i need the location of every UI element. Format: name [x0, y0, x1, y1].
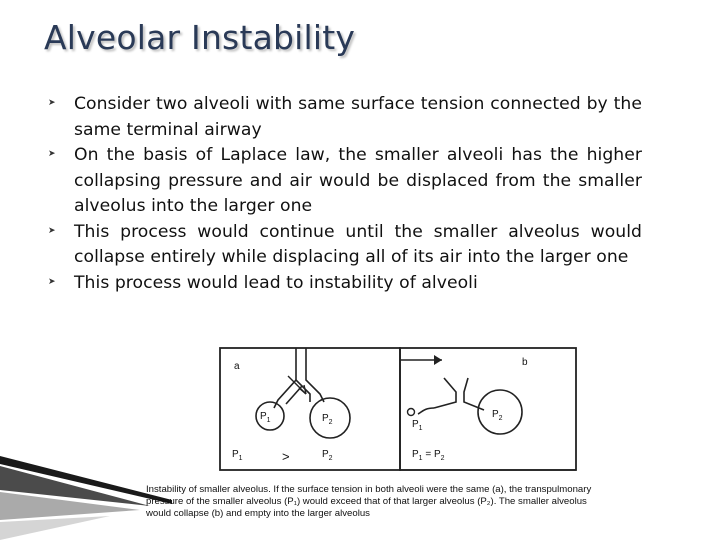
bullet-text-2: On the basis of Laplace law, the smaller alveoli has the higher collapsing pressure and air would be displaced from the smaller alveolus into the larger one [74, 145, 642, 216]
panel-a-small-pressure: $P_1$ [260, 411, 271, 424]
bullet-item-1 [48, 92, 642, 143]
panel-a-label: a [234, 361, 240, 372]
bullet-arrow-icon: ➤ [48, 276, 56, 287]
bullet-text-3: This process would continue until the smaller alveolus would collapse entirely while displacing all of its air into the larger one [74, 221, 642, 267]
bullet-item-2 [48, 143, 642, 220]
bullet-text-1: Consider two alveoli with same surface tension connected by the same terminal airway [74, 94, 642, 140]
slide-title: Alveolar Instability [44, 18, 356, 57]
bullet-list [48, 92, 642, 296]
panel-a-relation-left: $P_1$ [232, 449, 243, 462]
panel-b-label: b [522, 357, 528, 368]
panel-b-small-pressure: $P_1$ [412, 419, 423, 432]
panel-a-frame [220, 348, 400, 470]
bullet-arrow-icon: ➤ [48, 98, 56, 108]
panel-a-large-pressure: $P_2$ [322, 413, 333, 426]
bullet-arrow-icon: ➤ [48, 149, 56, 159]
panel-b-large-pressure: $P_2$ [492, 409, 503, 422]
collapsed-alveolus-b [408, 409, 415, 416]
bullet-text-4: This process would lead to instability of alveoli [74, 272, 478, 293]
figure-caption: Instability of smaller alveolus. If the surface tension in both alveoli were the same (a), the transpulmonary pressure of the smaller alveolus (P₁) would exceed that of that larger alveolus (P₂). The smaller alveolus would collapse (b) and empty into the larger alveolus [146, 484, 592, 519]
bullet-arrow-icon: ➤ [48, 225, 56, 236]
panel-a-relation-op: > [282, 449, 290, 464]
panel-a-relation-right: $P_2$ [322, 449, 333, 462]
alveoli-figure [138, 336, 622, 540]
bullet-item-4 [48, 271, 642, 297]
panel-b-relation: $P_1 = P_2$ [412, 449, 445, 462]
bullet-item-3 [48, 220, 642, 271]
